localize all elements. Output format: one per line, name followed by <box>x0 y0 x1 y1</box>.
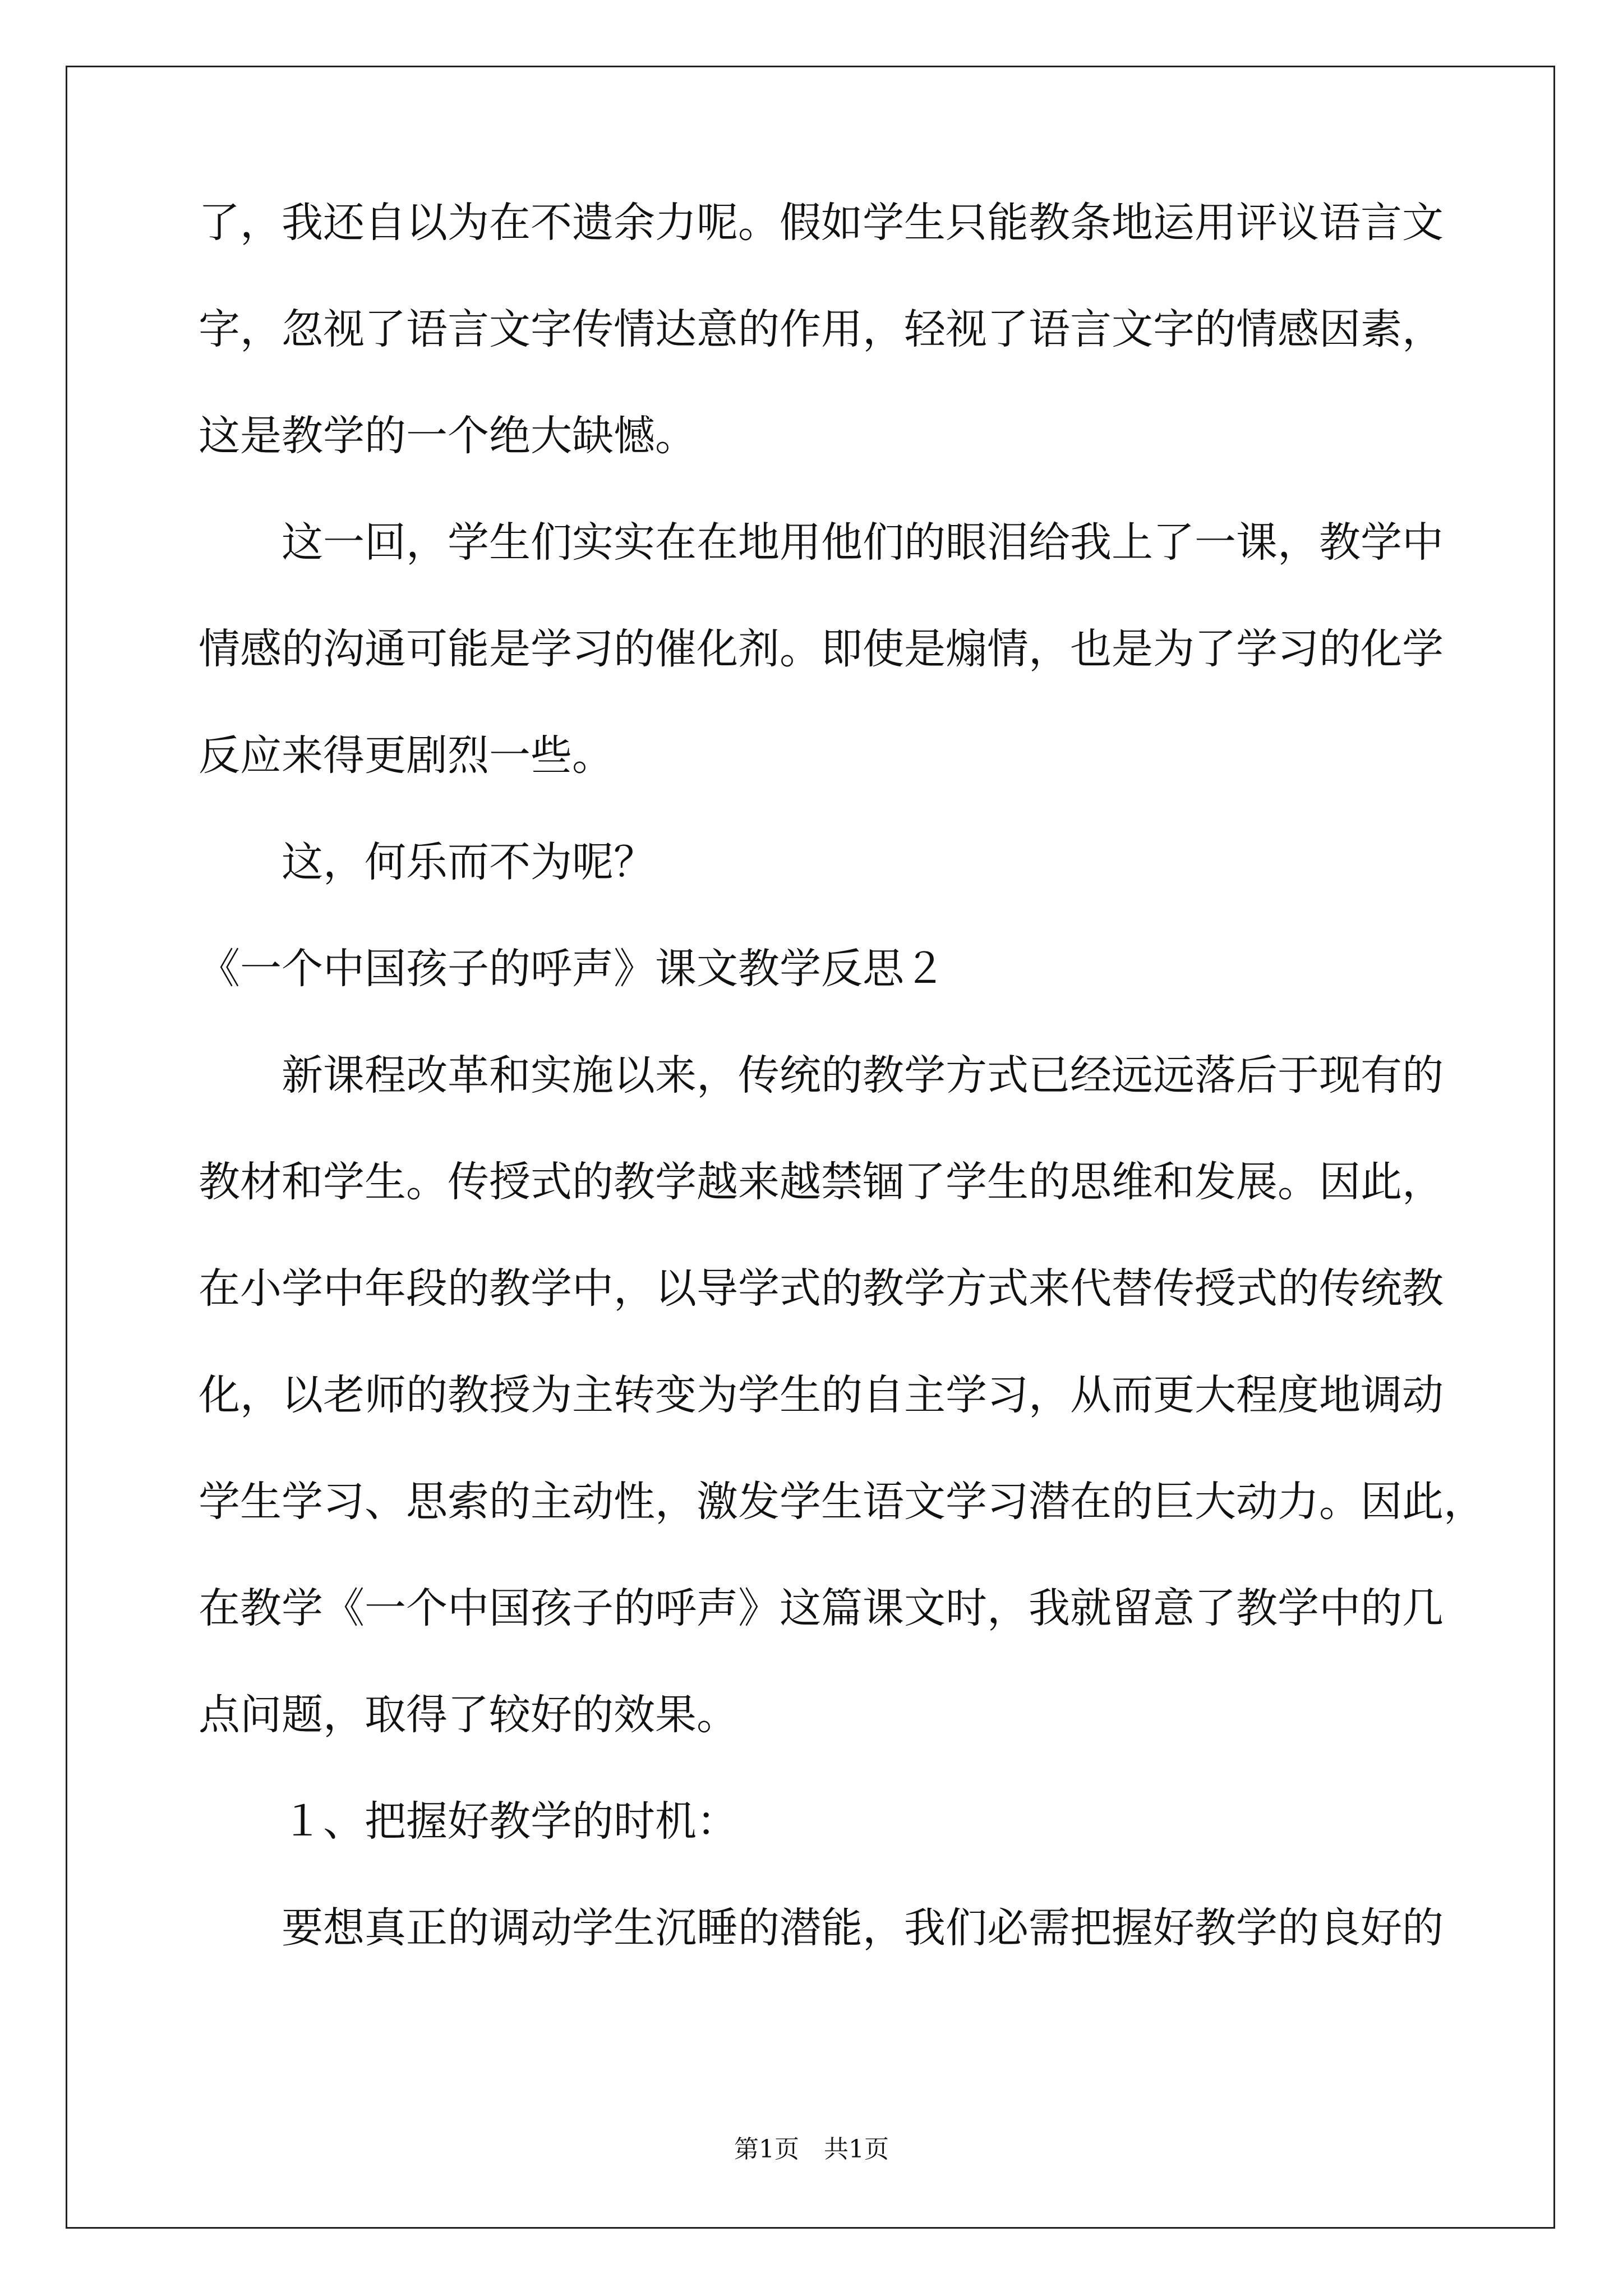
paragraph-line: 了，我还自以为在不遗余力呢。假如学生只能教条地运用评议语言文 <box>199 199 1444 247</box>
list-item-heading: １、把握好教学的时机： <box>282 1797 738 1846</box>
paragraph-line: 在小学中年段的教学中，以导学式的教学方式来代替传授式的传统教 <box>199 1264 1444 1313</box>
page-footer: 第1页 共1页 <box>734 2135 889 2164</box>
paragraph-line: 点问题，取得了较好的效果。 <box>199 1691 738 1739</box>
paragraph-line: 要想真正的调动学生沉睡的潜能，我们必需把握好教学的良好的 <box>282 1904 1444 1952</box>
paragraph-line: 新课程改革和实施以来，传统的教学方式已经远远落后于现有的 <box>282 1051 1444 1099</box>
paragraph-line: 学生学习、思索的主动性，激发学生语文学习潜在的巨大动力。因此， <box>199 1478 1485 1526</box>
paragraph-line: 这，何乐而不为呢？ <box>282 838 655 886</box>
paragraph-line: 反应来得更剧烈一些。 <box>199 731 614 780</box>
paragraph-line: 情感的沟通可能是学习的催化剂。即使是煽情，也是为了学习的化学 <box>199 625 1444 673</box>
paragraph-line: 这是教学的一个绝大缺憾。 <box>199 412 697 460</box>
paragraph-line: 教材和学生。传授式的教学越来越禁锢了学生的思维和发展。因此， <box>199 1158 1444 1206</box>
section-heading: 《一个中国孩子的呼声》课文教学反思２ <box>199 945 946 993</box>
paragraph-line: 这一回，学生们实实在在地用他们的眼泪给我上了一课，教学中 <box>282 518 1444 567</box>
paragraph-line: 在教学《一个中国孩子的呼声》这篇课文时，我就留意了教学中的几 <box>199 1584 1444 1632</box>
paragraph-line: 化，以老师的教授为主转变为学生的自主学习，从而更大程度地调动 <box>199 1371 1444 1419</box>
paragraph-line: 字，忽视了语言文字传情达意的作用，轻视了语言文字的情感因素， <box>199 305 1444 353</box>
